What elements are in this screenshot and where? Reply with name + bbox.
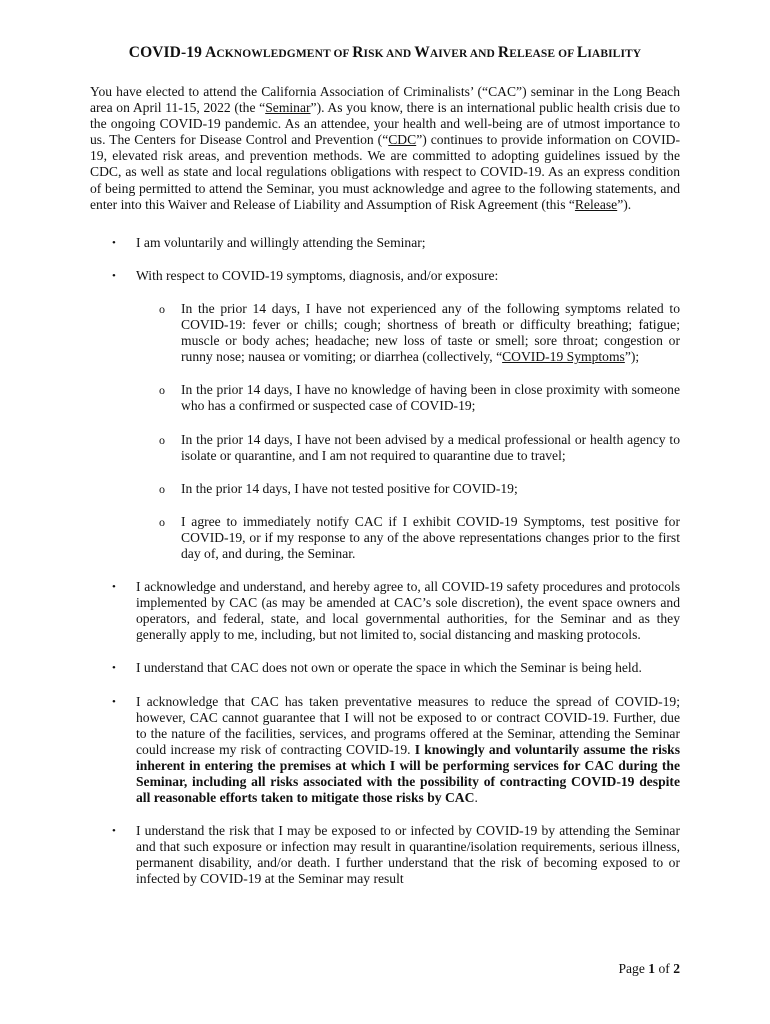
sub-statement-no-symptoms [136, 301, 680, 365]
document-title [90, 44, 680, 62]
defined-term-cdc: CDC [388, 132, 417, 148]
defined-term-covid-symptoms: COVID-19 Symptoms [502, 349, 625, 365]
footer-page-total: 2 [673, 961, 680, 976]
bullet-icon: • [112, 825, 116, 838]
statement-covid-symptoms [90, 268, 680, 562]
defined-term-seminar: Seminar [265, 100, 311, 116]
statement-text: I acknowledge that CAC has taken preventative measures to reduce the spread of COVID-19; however, CAC cannot guarantee that I will not be exposed to or contract COVID-19. Further, due to the nature of the facilities, services, and programs offered at the Seminar, attending the Seminar could increase my risk of contracting COVID-19. [136, 693, 680, 757]
sub-statement-no-positive-test [136, 481, 680, 497]
sub-statement-no-close-contact [136, 382, 680, 414]
statement-space-ownership [90, 660, 680, 676]
statement-text: I acknowledge and understand, and hereby agree to, all COVID-19 safety procedures and protocols implemented by CAC (as may be amended at CAC’s sole discretion), the event space owners and operators, and federal, state, and local governmental authorities, for the Seminar and as they generally apply to me, including, but not limited to, social distancing and masking protocols. [136, 579, 680, 643]
statement-text: I am voluntarily and willingly attending the Seminar; [136, 234, 426, 250]
sub-bullet-icon: o [159, 432, 165, 447]
sub-statement-text: I agree to immediately notify CAC if I exhibit COVID-19 Symptoms, test positive for COVID-19, or if my response to any of the above representations changes prior to the first day of, and during, the Seminar. [181, 513, 680, 561]
title-a-cap: A [205, 44, 217, 61]
title-a-rest: CKNOWLEDGMENT OF [216, 48, 353, 60]
title-l-cap: L [576, 44, 588, 61]
statement-exposure-risk [90, 823, 680, 887]
statement-voluntary-attendance [90, 235, 680, 251]
title-r-rest: ISK AND [363, 48, 415, 60]
sub-bullet-icon: o [159, 481, 165, 496]
sub-bullet-icon: o [159, 301, 165, 316]
title-release-rest: ELEASE OF [509, 48, 577, 60]
bullet-icon: • [112, 695, 116, 708]
footer-of-word: of [655, 961, 674, 976]
bullet-icon: • [112, 581, 116, 594]
statement-safety-procedures [90, 579, 680, 643]
intro-text-3: ”) continues to provide information on COVID-19, elevated risk areas, and prevention methods. We are committed to adopting guidelines issued by the CDC, as well as state and local regulations obligations with respect to COVID-19. As an express condition of being permitted to attend the Seminar, you must acknowledge and agree to the following statements, and enter into this Waiver and Release of Liability and Assumption of Risk Agreement (this “ [90, 132, 680, 212]
sub-statement-text: In the prior 14 days, I have not tested positive for COVID-19; [181, 480, 518, 496]
statement-text: I understand that CAC does not own or operate the space in which the Seminar is being held. [136, 660, 642, 676]
statement-text: With respect to COVID-19 symptoms, diagnosis, and/or exposure: [136, 267, 499, 283]
sub-statement-list [136, 301, 680, 562]
statement-list [90, 235, 680, 888]
sub-bullet-icon: o [159, 514, 165, 529]
bullet-icon: • [112, 236, 116, 249]
footer-page-number: 1 [648, 961, 656, 976]
bullet-icon: • [112, 269, 116, 282]
title-w-rest: AIVER AND [429, 48, 498, 60]
title-w-cap: W [414, 44, 430, 61]
sub-statement-notify-cac [136, 514, 680, 562]
intro-text-1: You have elected to attend the California Association of Criminalists’ (“CAC”) seminar in the Long Beach area on April 11-15, 2022 (the “ [90, 84, 680, 116]
sub-statement-no-quarantine [136, 432, 680, 464]
statement-text-end: . [474, 790, 478, 806]
bullet-icon: • [112, 662, 116, 675]
sub-statement-text-end: ”); [624, 349, 640, 365]
intro-text-4: ”). [617, 196, 632, 212]
title-r-cap: R [352, 44, 364, 61]
sub-statement-text: In the prior 14 days, I have no knowledge of having been in close proximity with someone who has a confirmed or suspected case of COVID-19; [181, 382, 680, 414]
sub-statement-text: In the prior 14 days, I have not been advised by a medical professional or health agency to isolate or quarantine, and I am not required to quarantine due to travel; [181, 431, 680, 463]
intro-text-2: ”). As you know, there is an international public health crisis due to the ongoing COVID-19 pandemic. As an attendee, your health and well-being are of utmost importance to us. The Centers for Disease Control and Prevention (“ [90, 100, 680, 148]
title-release-cap: R [497, 44, 510, 61]
statement-bold-text: I knowingly and voluntarily assume the risks inherent in entering the premises at which I will be performing services for CAC during the Seminar, including all risks associated with the possibility of contracting COVID-19 despite all reasonable efforts taken to mitigate those risks by CAC [136, 741, 681, 806]
footer-page-word: Page [618, 961, 649, 976]
statement-text: I understand the risk that I may be exposed to or infected by COVID-19 by attending the Seminar and that such exposure or infection may result in quarantine/isolation requirements, serious illness, permanent disability, and/or death. I further understand that the risk of becoming exposed to or infected by COVID-19 at the Seminar may result [136, 823, 680, 887]
intro-paragraph [90, 84, 680, 213]
document-page [90, 44, 680, 905]
sub-bullet-icon: o [159, 383, 165, 398]
title-covid: COVID-19 [128, 44, 206, 61]
sub-statement-text: In the prior 14 days, I have not experienced any of the following symptoms related to COVID-19: fever or chills; cough; shortness of breath or difficulty breathing; fatigue; muscle or body aches; headache; new loss of taste or smell; sore throat; congestion or runny nose; nausea or vomiting; or diarrhea (collectively, “ [181, 300, 680, 365]
page-number-footer [618, 961, 680, 977]
defined-term-release: Release [574, 196, 618, 212]
title-l-rest: IABILITY [587, 48, 642, 60]
statement-assumption-of-risk [90, 694, 680, 807]
